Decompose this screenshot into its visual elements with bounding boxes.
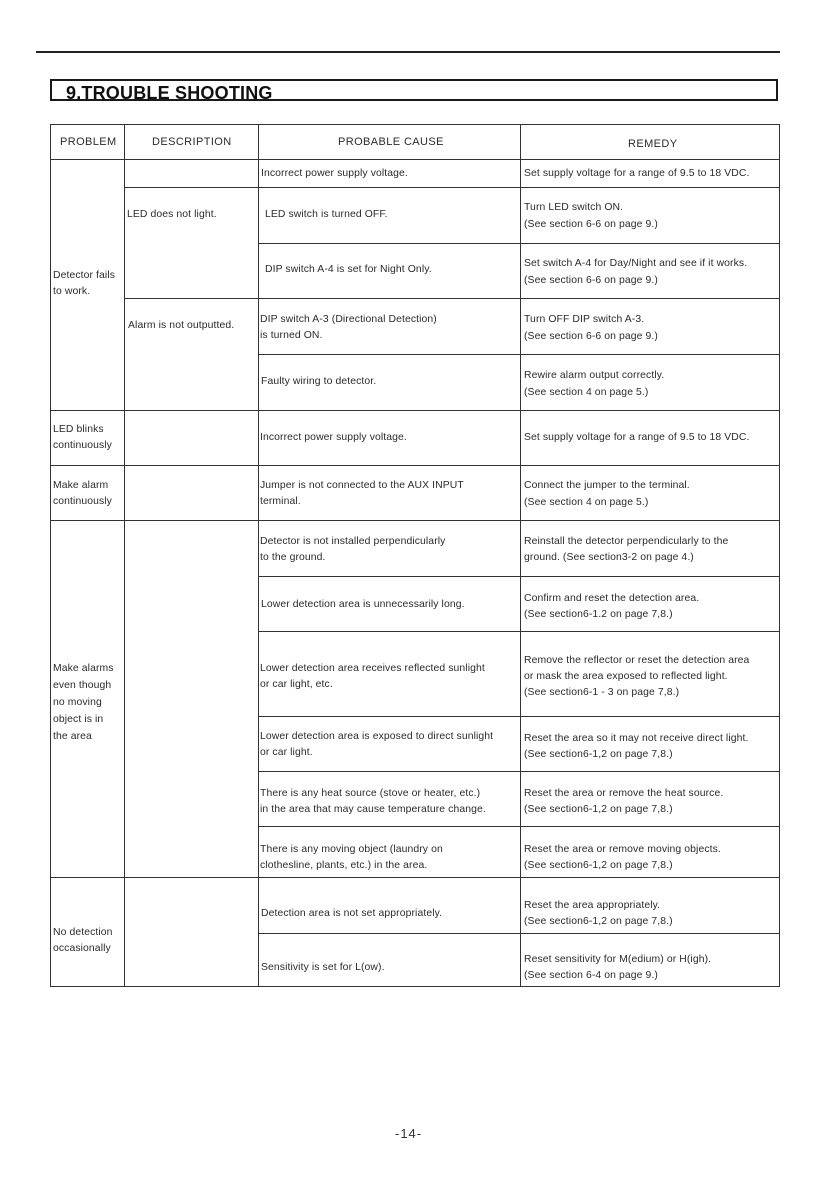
remedy-text: (See section 4 on page 5.) bbox=[524, 497, 649, 508]
cause-text: terminal. bbox=[260, 496, 301, 507]
remedy-text: Rewire alarm output correctly. bbox=[524, 370, 665, 381]
problem-text: even though bbox=[53, 680, 112, 691]
problem-text: to work. bbox=[53, 286, 91, 297]
problem-text: object is in bbox=[53, 714, 104, 725]
cause-text: to the ground. bbox=[260, 552, 326, 563]
row-separator bbox=[258, 933, 780, 934]
cause-text: DIP switch A-3 (Directional Detection) bbox=[260, 314, 437, 325]
remedy-text: (See section 6-6 on page 9.) bbox=[524, 275, 658, 286]
cause-text: Faulty wiring to detector. bbox=[261, 376, 377, 387]
problem-text: the area bbox=[53, 731, 92, 742]
group-separator bbox=[50, 877, 780, 878]
remedy-text: (See section 6-6 on page 9.) bbox=[524, 331, 658, 342]
remedy-text: Reset the area or remove the heat source. bbox=[524, 788, 724, 799]
column-divider-cause bbox=[520, 124, 521, 987]
group-separator bbox=[50, 520, 780, 521]
group-separator bbox=[50, 465, 780, 466]
problem-text: Make alarms bbox=[53, 663, 114, 674]
remedy-text: Confirm and reset the detection area. bbox=[524, 593, 700, 604]
cause-text: clothesline, plants, etc.) in the area. bbox=[260, 860, 428, 871]
cause-text: or car light. bbox=[260, 747, 313, 758]
row-separator bbox=[258, 576, 780, 577]
cause-text: Incorrect power supply voltage. bbox=[260, 432, 407, 443]
cause-text: LED switch is turned OFF. bbox=[265, 209, 388, 220]
header-description: DESCRIPTION bbox=[152, 136, 232, 148]
table-bottom-border bbox=[50, 986, 780, 987]
cause-text: Jumper is not connected to the AUX INPUT bbox=[260, 480, 464, 491]
remedy-text: Reset the area or remove moving objects. bbox=[524, 844, 721, 855]
remedy-text: (See section 6-6 on page 9.) bbox=[524, 219, 658, 230]
remedy-text: (See section6-1,2 on page 7,8.) bbox=[524, 804, 673, 815]
column-divider-problem bbox=[124, 124, 125, 987]
problem-text: continuously bbox=[53, 440, 112, 451]
problem-text: Detector fails bbox=[53, 270, 116, 281]
cause-text: There is any moving object (laundry on bbox=[260, 844, 443, 855]
table-top-border bbox=[50, 124, 780, 125]
problem-text: no moving bbox=[53, 697, 102, 708]
header-problem: PROBLEM bbox=[60, 136, 117, 148]
cause-text: or car light, etc. bbox=[260, 679, 333, 690]
row-separator bbox=[258, 354, 780, 355]
remedy-text: Set switch A-4 for Day/Night and see if it works. bbox=[524, 258, 748, 269]
problem-text: No detection bbox=[53, 927, 113, 938]
remedy-text: (See section6-1 - 3 on page 7,8.) bbox=[524, 687, 680, 698]
row-separator bbox=[258, 716, 780, 717]
remedy-text: (See section 6-4 on page 9.) bbox=[524, 970, 658, 981]
cause-text: Lower detection area is exposed to direct sunlight bbox=[260, 731, 494, 742]
problem-text: occasionally bbox=[53, 943, 111, 954]
row-separator bbox=[124, 298, 780, 299]
row-separator bbox=[258, 826, 780, 827]
section-title-text: 9.TROUBLE SHOOTING bbox=[66, 83, 273, 103]
cause-text: Lower detection area receives reflected sunlight bbox=[260, 663, 485, 674]
remedy-text: or mask the area exposed to reflected light. bbox=[524, 671, 728, 682]
cause-text: in the area that may cause temperature change. bbox=[260, 804, 486, 815]
remedy-text: (See section6-1,2 on page 7,8.) bbox=[524, 916, 673, 927]
cause-text: is turned ON. bbox=[260, 330, 323, 341]
cause-text: Sensitivity is set for L(ow). bbox=[261, 962, 385, 973]
description-text: LED does not light. bbox=[127, 209, 217, 220]
problem-text: LED blinks bbox=[53, 424, 104, 435]
cause-text: Lower detection area is unnecessarily long. bbox=[261, 599, 465, 610]
remedy-text: Remove the reflector or reset the detection area bbox=[524, 655, 750, 666]
remedy-text: ground. (See section3-2 on page 4.) bbox=[524, 552, 694, 563]
page-number: -14- bbox=[395, 1126, 423, 1141]
cause-text: Detection area is not set appropriately. bbox=[261, 908, 443, 919]
remedy-text: Turn LED switch ON. bbox=[524, 202, 624, 213]
header-separator bbox=[50, 159, 780, 160]
header-probable-cause: PROBABLE CAUSE bbox=[338, 136, 444, 148]
problem-text: continuously bbox=[53, 496, 112, 507]
remedy-text: Reset the area so it may not receive direct light. bbox=[524, 733, 749, 744]
cause-text: There is any heat source (stove or heater, etc.) bbox=[260, 788, 481, 799]
remedy-text: Reset sensitivity for M(edium) or H(igh). bbox=[524, 954, 712, 965]
remedy-text: Set supply voltage for a range of 9.5 to 18 VDC. bbox=[524, 432, 750, 443]
row-separator bbox=[258, 771, 780, 772]
remedy-text: Reset the area appropriately. bbox=[524, 900, 661, 911]
table-right-border bbox=[779, 124, 780, 987]
remedy-text: Reinstall the detector perpendicularly to the bbox=[524, 536, 729, 547]
remedy-text: (See section6-1,2 on page 7,8.) bbox=[524, 860, 673, 871]
cause-text: Incorrect power supply voltage. bbox=[261, 168, 408, 179]
remedy-text: Connect the jumper to the terminal. bbox=[524, 480, 690, 491]
row-separator bbox=[258, 631, 780, 632]
group-separator bbox=[50, 410, 780, 411]
column-divider-description bbox=[258, 124, 259, 987]
remedy-text: (See section 4 on page 5.) bbox=[524, 387, 649, 398]
table-left-border bbox=[50, 124, 51, 987]
description-text: Alarm is not outputted. bbox=[128, 320, 235, 331]
cause-text: DIP switch A-4 is set for Night Only. bbox=[265, 264, 432, 275]
remedy-text: (See section6-1.2 on page 7,8.) bbox=[524, 609, 673, 620]
remedy-text: (See section6-1,2 on page 7,8.) bbox=[524, 749, 673, 760]
problem-text: Make alarm bbox=[53, 480, 109, 491]
row-separator bbox=[258, 243, 780, 244]
remedy-text: Set supply voltage for a range of 9.5 to 18 VDC. bbox=[524, 168, 750, 179]
header-remedy: REMEDY bbox=[628, 138, 678, 150]
cause-text: Detector is not installed perpendicularly bbox=[260, 536, 446, 547]
remedy-text: Turn OFF DIP switch A-3. bbox=[524, 314, 645, 325]
row-separator bbox=[124, 187, 780, 188]
